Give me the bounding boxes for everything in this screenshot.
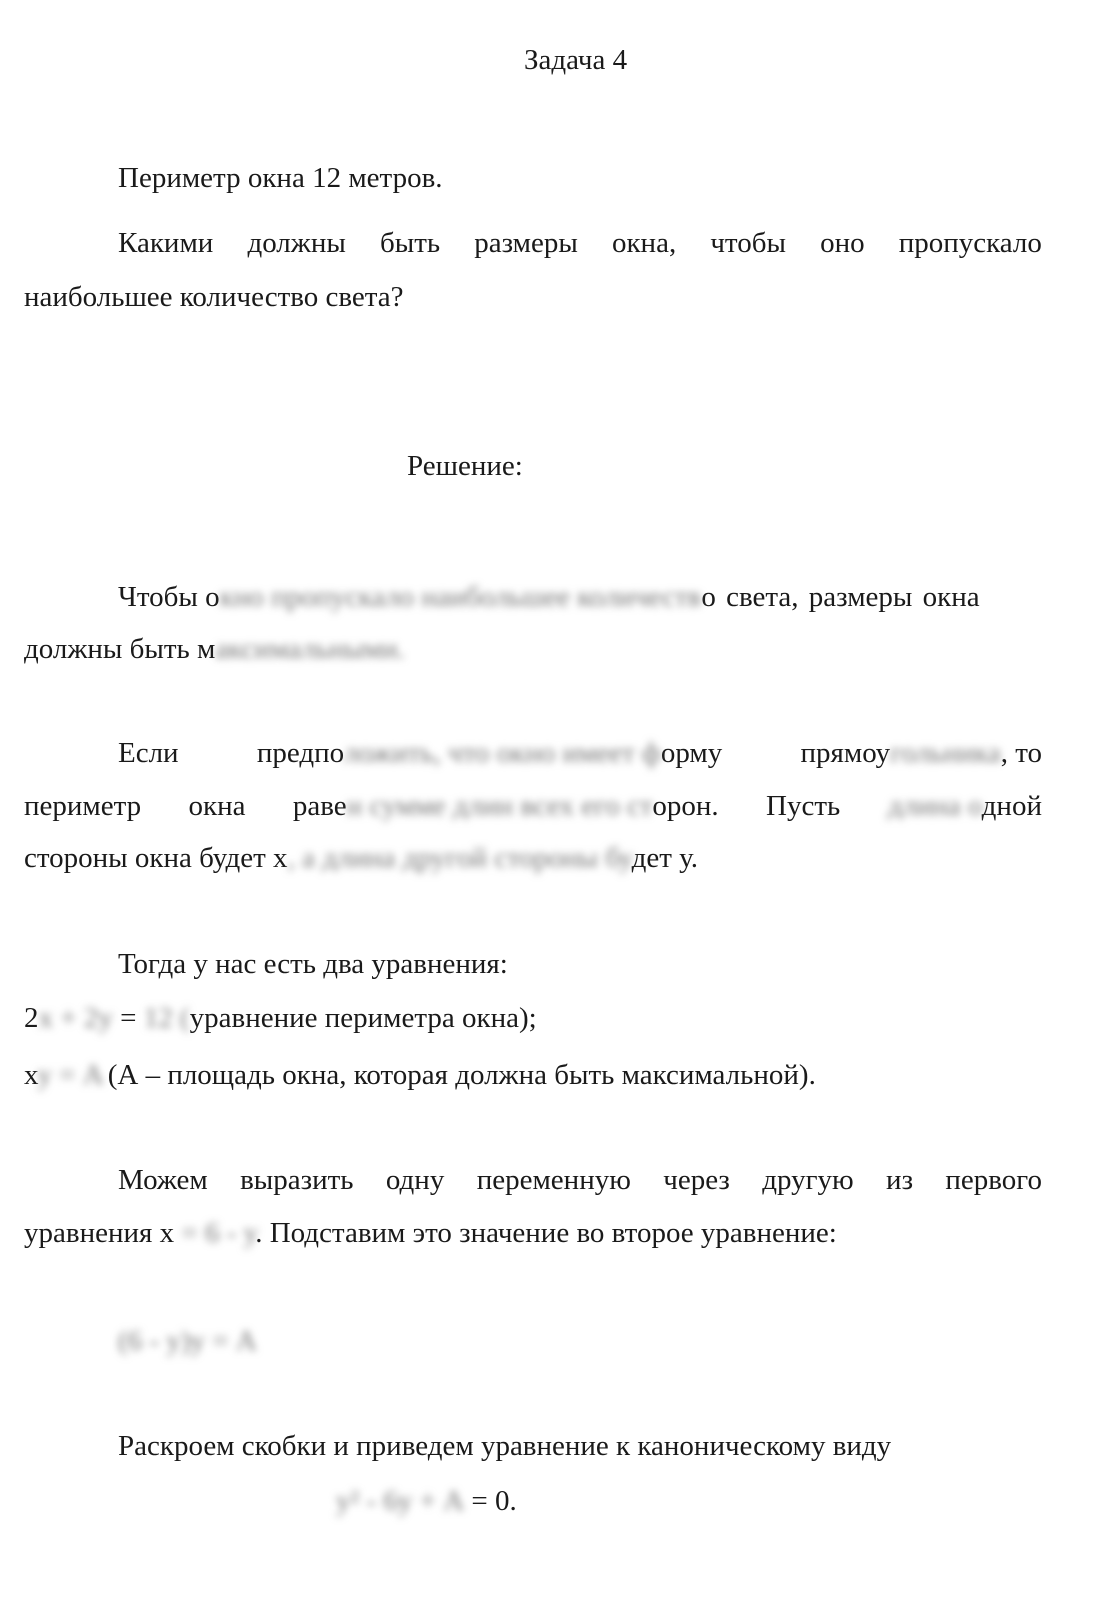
text: х [24, 1059, 38, 1091]
problem-statement-1: Периметр окна 12 метров. [118, 162, 443, 194]
word: другую [762, 1164, 854, 1196]
blurred-text: у = А [37, 1059, 104, 1091]
solution-para-1-line-1 [118, 581, 980, 614]
text: = 0. [464, 1485, 517, 1517]
solution-para-4-line-2 [24, 1217, 837, 1250]
problem-question-line-2: наибольшее количество света? [24, 281, 404, 313]
solution-para-2-line-3 [24, 842, 698, 875]
text: о света, размеры окна [701, 581, 980, 613]
text: (А – площадь окна, которая должна быть максимальной). [107, 1059, 816, 1091]
word: оно [820, 227, 865, 259]
canonical-equation [336, 1485, 517, 1518]
substituted-equation: (6 - у)у = А [118, 1325, 257, 1357]
blurred-text: 12 ( [143, 1002, 190, 1034]
text: уравнение периметра окна); [189, 1002, 537, 1034]
blurred-text: кно пропускало наибольшее количеств [219, 581, 702, 613]
text: Пусть [766, 790, 841, 822]
text: периметр [24, 790, 142, 822]
word: Можем [118, 1164, 208, 1196]
word: размеры [474, 227, 578, 259]
word: чтобы [710, 227, 786, 259]
equations-intro: Тогда у нас есть два уравнения: [118, 948, 508, 980]
word: первого [945, 1164, 1042, 1196]
task-title: Задача 4 [524, 44, 628, 76]
word: Какими [118, 227, 214, 259]
text: прямоу [800, 737, 891, 769]
solution-para-4-line-1 [24, 1164, 1042, 1197]
blurred-text: х + 2у [38, 1002, 113, 1034]
blurred-text: аксимальными. [215, 633, 405, 665]
solution-para-2-line-1 [24, 737, 1042, 770]
canonical-form-intro: Раскроем скобки и приведем уравнение к каноническому виду [118, 1430, 892, 1462]
word: через [663, 1164, 730, 1196]
text-group [257, 737, 722, 770]
text-group [293, 790, 719, 823]
problem-question-line-1 [24, 227, 1042, 260]
word: пропускало [898, 227, 1042, 259]
word: выразить [240, 1164, 354, 1196]
text: Чтобы о [118, 581, 220, 613]
word: окна, [611, 227, 677, 259]
text-group [801, 737, 1042, 770]
text: дной [981, 790, 1042, 822]
text-group [888, 790, 1042, 823]
text: . Подставим это значение во второе уравнение: [255, 1217, 837, 1249]
word: переменную [476, 1164, 631, 1196]
word: быть [379, 227, 441, 259]
word: одну [385, 1164, 445, 1196]
text: , то [1000, 737, 1042, 769]
solution-para-1-line-2 [24, 633, 405, 666]
solution-heading: Решение: [407, 450, 523, 482]
blurred-text: н сумме длин всех его ст [346, 790, 653, 822]
blurred-text: у² - 6у + А [336, 1485, 465, 1517]
equation-area [24, 1059, 816, 1092]
equation-perimeter [24, 1002, 537, 1035]
blurred-text: длина о [887, 790, 982, 822]
text: раве [292, 790, 347, 822]
text: = [112, 1002, 144, 1034]
blurred-text: = 6 - у [174, 1217, 256, 1249]
solution-para-2-line-2 [24, 790, 1042, 823]
text: дет у. [631, 842, 699, 874]
text: 2 [24, 1002, 39, 1034]
word: должны [247, 227, 346, 259]
word: из [886, 1164, 914, 1196]
text: орон. [652, 790, 719, 822]
blurred-text: гольника [890, 737, 1001, 769]
text: окна [188, 790, 246, 822]
text: уравнения х [24, 1217, 175, 1249]
text: Если [118, 737, 179, 769]
text: предпо [256, 737, 344, 769]
blurred-text: ложить, что окно имеет ф [343, 737, 661, 769]
text: орму [660, 737, 723, 769]
text: стороны окна будет х [24, 842, 288, 874]
text: должны быть м [24, 633, 216, 665]
blurred-text: , а длина другой стороны бу [287, 842, 632, 874]
